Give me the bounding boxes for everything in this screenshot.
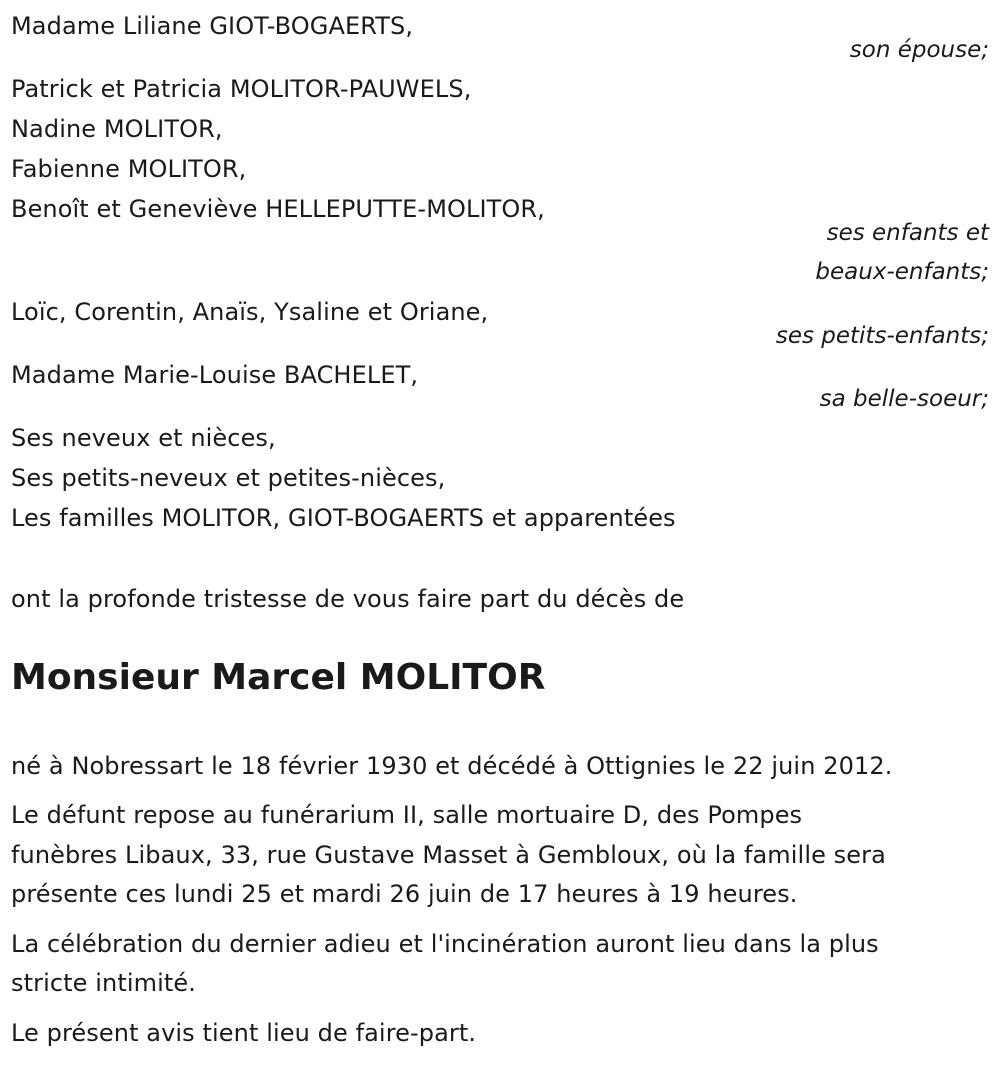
ceremony-text: stricte intimité. [11, 969, 196, 997]
other-relatives: Les familles MOLITOR, GIOT-BOGAERTS et apparentées [11, 504, 676, 532]
spouse-role: son épouse; [849, 37, 989, 63]
other-relatives: Ses petits-neveux et petites-nièces, [11, 464, 446, 492]
deceased-name: Monsieur Marcel MOLITOR [11, 657, 546, 698]
ceremony-text: La célébration du dernier adieu et l'incinération auront lieu dans la plus [11, 930, 879, 958]
children-role-line-1: ses enfants et [826, 220, 989, 246]
child-name: Nadine MOLITOR, [11, 115, 223, 143]
spouse-name: Madame Liliane GIOT-BOGAERTS, [11, 12, 414, 40]
repose-text: funèbres Libaux, 33, rue Gustave Masset à Gembloux, où la famille sera [11, 841, 886, 869]
notice-text: Le présent avis tient lieu de faire-part. [11, 1019, 477, 1047]
grandchildren-names: Loïc, Corentin, Anaïs, Ysaline et Oriane, [11, 298, 489, 326]
sister-in-law-role: sa belle-soeur; [819, 386, 989, 412]
repose-text: présente ces lundi 25 et mardi 26 juin de 17 heures à 19 heures. [11, 880, 798, 908]
birth-death-text: né à Nobressart le 18 février 1930 et décédé à Ottignies le 22 juin 2012. [11, 752, 893, 780]
other-relatives: Ses neveux et nièces, [11, 424, 276, 452]
children-role-line-2: beaux-enfants; [815, 259, 989, 285]
child-name: Fabienne MOLITOR, [11, 155, 247, 183]
sister-in-law-name: Madame Marie-Louise BACHELET, [11, 361, 419, 389]
child-name: Patrick et Patricia MOLITOR-PAUWELS, [11, 75, 472, 103]
announcement-text: ont la profonde tristesse de vous faire part du décès de [11, 585, 685, 613]
child-name: Benoît et Geneviève HELLEPUTTE-MOLITOR, [11, 195, 545, 223]
grandchildren-role: ses petits-enfants; [775, 323, 989, 349]
repose-text: Le défunt repose au funérarium II, salle mortuaire D, des Pompes [11, 801, 803, 829]
